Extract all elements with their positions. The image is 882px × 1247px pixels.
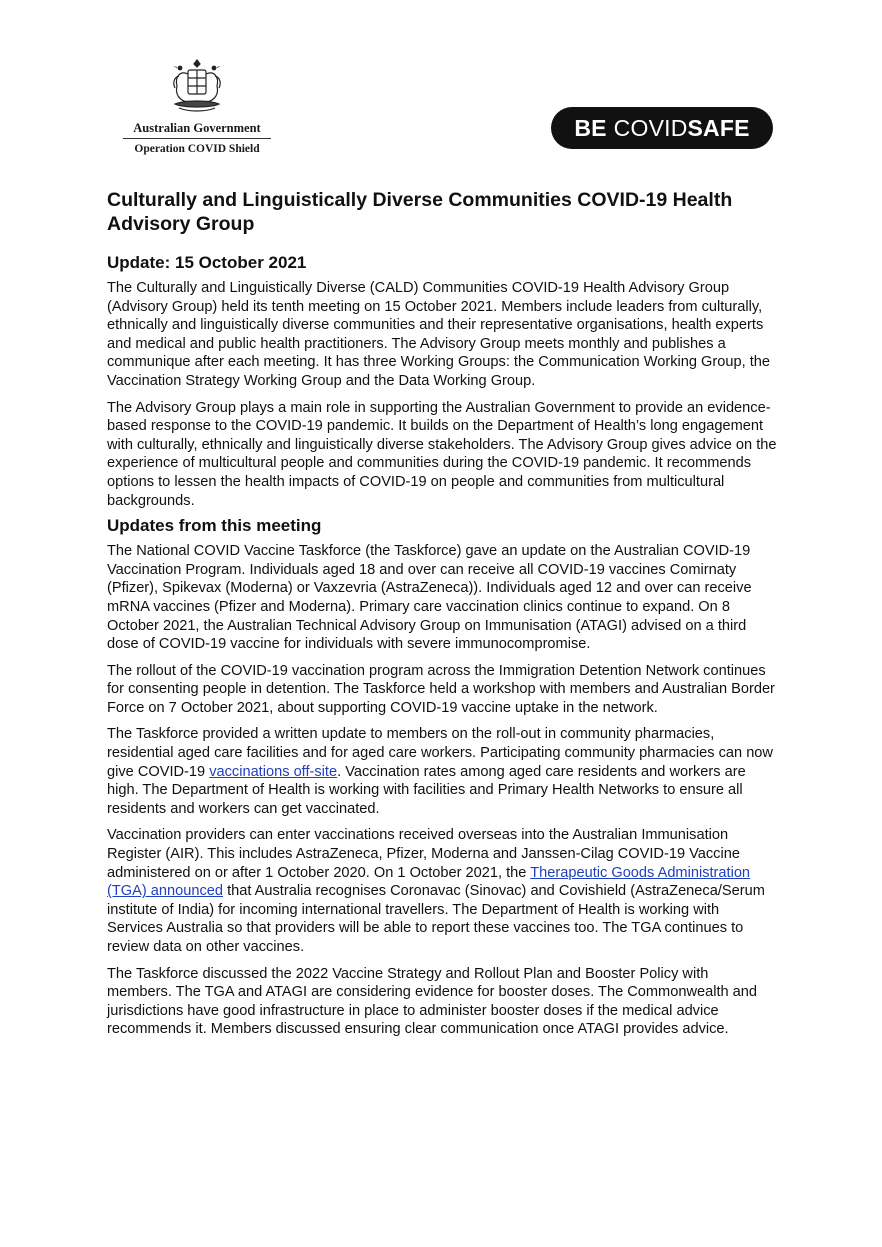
paragraph-booster-strategy: The Taskforce discussed the 2022 Vaccine Strategy and Rollout Plan and Booster Policy with members. The TGA and ATAGI are considering evidence for booster doses. The Commonwealth and jurisdictions have good infrastructure in place to administer booster doses if the medical advice recommends it. Members discussed ensuring clear communication once ATAGI provides advice. [107, 965, 758, 1038]
government-name: Australian Government [133, 121, 261, 135]
paragraph-taskforce-update: The National COVID Vaccine Taskforce (the Taskforce) gave an update on the Australian COVID-19 Vaccination Program. Individuals aged 18 and over can receive all COVID-19 vaccines Comirnaty (Pfizer), Spikevax (Moderna) or Vaxzevria (AstraZeneca)). Individuals aged 12 and over can receive mRNA vaccines (Pfizer and Moderna). Primary care vaccination clinics continue to expand. On 8 October 2021, the Australian Technical Advisory Group on Immunisation (ATAGI) advised on a third dose of COVID-19 vaccine for individuals with severe immunocompromise. [107, 543, 752, 653]
coat-of-arms-icon [165, 56, 229, 118]
badge-word-safe: SAFE [687, 114, 750, 141]
badge-word-be: BE [574, 114, 607, 141]
be-covidsafe-badge [551, 107, 773, 149]
paragraph-detention-rollout: The rollout of the COVID-19 vaccination program across the Immigration Detention Network continues for consenting people in detention. The Taskforce held a workshop with members and Australian Border Force on 7 October 2021, about supporting COVID-19 vaccine uptake in the network. [107, 662, 775, 716]
section-heading-update: Update: 15 October 2021 [107, 253, 307, 272]
government-logo [112, 56, 282, 156]
vaccinations-off-site-link[interactable]: vaccinations off-site [209, 763, 338, 780]
paragraph-pharmacies-text-2: . Vaccination rates among aged care residents and workers are high. The Department of Health is working with facilities and Primary Health Networks to ensure all residents and workers can get vaccinated. [107, 763, 746, 817]
badge-word-covid: COVID [613, 114, 688, 141]
tga-announced-link[interactable]: Therapeutic Goods Administration (TGA) announced [107, 864, 751, 900]
paragraph-overseas-text-2: that Australia recognises Coronavac (Sinovac) and Covishield (AstraZeneca/Serum institute of India) for incoming international travellers. The Department of Health is working with Services Australia so that providers will be able to report these vaccines too. The TGA continues to review data on other vaccines. [107, 883, 765, 955]
section-heading-meeting-updates: Updates from this meeting [107, 516, 322, 536]
logo-divider [123, 138, 271, 139]
paragraph-pharmacies-text-1: The Taskforce provided a written update to members on the roll-out in community pharmacies, residential aged care facilities and for aged care workers. Participating community pharmacies can now give COVID-19 [107, 726, 773, 780]
program-name: Operation COVID Shield [134, 143, 260, 155]
document-body [107, 188, 777, 1047]
paragraph-pharmacies [107, 725, 777, 818]
document-title: Culturally and Linguistically Diverse Communities COVID-19 Health Advisory Group [107, 189, 733, 235]
paragraph-role: The Advisory Group plays a main role in supporting the Australian Government to provide an evidence-based response to the COVID-19 pandemic. It builds on the Department of Health’s long engagement with culturally, ethnically and linguistically diverse stakeholders. The Advisory Group gives advice on the experience of multicultural people and communities during the COVID-19 pandemic. It recommends options to lessen the health impacts of COVID-19 on people and communities from multicultural backgrounds. [107, 399, 777, 509]
paragraph-overseas-text-1: Vaccination providers can enter vaccinations received overseas into the Australian Immunisation Register (AIR). This includes AstraZeneca, Pfizer, Moderna and Janssen-Cilag COVID-19 Vaccine administered on or after 1 October 2020. On 1 October 2021, the [107, 827, 740, 881]
paragraph-intro: The Culturally and Linguistically Diverse (CALD) Communities COVID-19 Health Advisory Group (Advisory Group) held its tenth meeting on 15 October 2021. Members include leaders from culturally, ethnically and linguistically diverse communities and their representative organisations, health experts and medical and public health practitioners. The Advisory Group meets monthly and publishes a communique after each meeting. It has three Working Groups: the Communication Working Group, the Vaccination Strategy Working Group and the Data Working Group. [107, 280, 770, 389]
paragraph-overseas-vaccinations [107, 826, 777, 956]
